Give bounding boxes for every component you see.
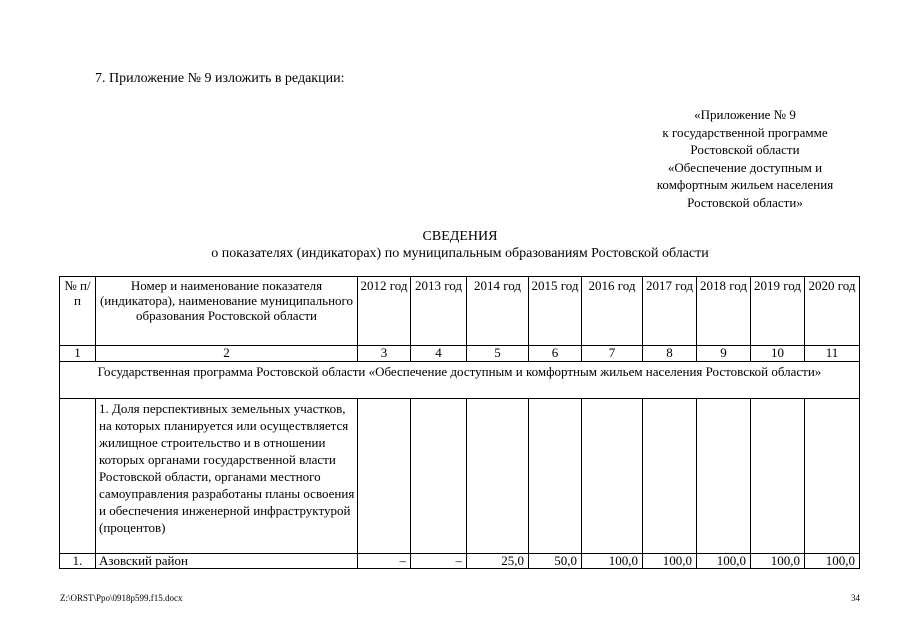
empty-cell xyxy=(643,399,697,554)
row-value: – xyxy=(411,554,467,569)
header-year: 2018 год xyxy=(697,277,751,346)
column-numbers-row xyxy=(60,346,860,362)
appendix-line: «Приложение № 9 xyxy=(694,107,796,122)
header-year: 2017 год xyxy=(643,277,697,346)
row-value: 50,0 xyxy=(529,554,582,569)
section-title: Государственная программа Ростовской области «Обеспечение доступным и комфортным жильем населения Ростовской области» xyxy=(60,362,860,399)
header-year: 2019 год xyxy=(751,277,805,346)
document-heading xyxy=(60,228,860,262)
column-number: 8 xyxy=(643,346,697,362)
header-year: 2014 год xyxy=(467,277,529,346)
column-number: 6 xyxy=(529,346,582,362)
column-number: 2 xyxy=(96,346,358,362)
column-number: 1 xyxy=(60,346,96,362)
row-value: 100,0 xyxy=(805,554,860,569)
indicator-row xyxy=(60,399,860,554)
indicator-num-cell xyxy=(60,399,96,554)
table-row xyxy=(60,554,860,569)
empty-cell xyxy=(358,399,411,554)
row-num: 1. xyxy=(60,554,96,569)
empty-cell xyxy=(697,399,751,554)
table-header-row xyxy=(60,277,860,346)
empty-cell xyxy=(467,399,529,554)
intro-text: 7. Приложение № 9 изложить в редакции: xyxy=(95,71,345,86)
appendix-line: «Обеспечение доступным и xyxy=(667,159,823,175)
header-name: Номер и наименование показателя (индикатора), наименование муниципального образования Ростовской области xyxy=(96,277,358,346)
row-value: 100,0 xyxy=(697,554,751,569)
header-year: 2016 год xyxy=(582,277,643,346)
column-number: 10 xyxy=(751,346,805,362)
column-number: 7 xyxy=(582,346,643,362)
appendix-line: к государственной программе xyxy=(662,124,828,140)
header-year: 2012 год xyxy=(358,277,411,346)
empty-cell xyxy=(751,399,805,554)
header-year: 2013 год xyxy=(411,277,467,346)
header-year: 2020 год xyxy=(805,277,860,346)
document-subtitle: о показателях (индикаторах) по муниципальным образованиям Ростовской области xyxy=(211,246,709,261)
empty-cell xyxy=(582,399,643,554)
appendix-line: комфортным жильем населения xyxy=(656,177,834,192)
column-number: 9 xyxy=(697,346,751,362)
row-name: Азовский район xyxy=(96,554,358,569)
row-value: 100,0 xyxy=(582,554,643,569)
document-title: СВЕДЕНИЯ xyxy=(422,229,498,244)
empty-cell xyxy=(805,399,860,554)
column-number: 11 xyxy=(805,346,860,362)
column-number: 4 xyxy=(411,346,467,362)
appendix-line: Ростовской области xyxy=(690,142,800,157)
row-value: – xyxy=(358,554,411,569)
appendix-header xyxy=(640,106,850,211)
header-year: 2015 год xyxy=(529,277,582,346)
page-number: 34 xyxy=(851,593,860,603)
column-number: 3 xyxy=(358,346,411,362)
indicators-table xyxy=(59,276,860,569)
row-value: 100,0 xyxy=(643,554,697,569)
row-value: 100,0 xyxy=(751,554,805,569)
section-row xyxy=(60,362,860,399)
empty-cell xyxy=(411,399,467,554)
footer-file-path: Z:\ORST\Ppo\0918p599.f15.docx xyxy=(60,593,183,603)
empty-cell xyxy=(529,399,582,554)
indicator-name: 1. Доля перспективных земельных участков, на которых планируется или осуществляется жилищное строительство и в отношении которых органами государственной власти Ростовской области, органами местного самоуправления разработаны планы освоения и обеспечения инженерной инфраструктурой (процентов) xyxy=(96,399,358,554)
row-value: 25,0 xyxy=(467,554,529,569)
header-num: № п/п xyxy=(60,277,96,346)
appendix-line: Ростовской области» xyxy=(687,194,803,210)
column-number: 5 xyxy=(467,346,529,362)
